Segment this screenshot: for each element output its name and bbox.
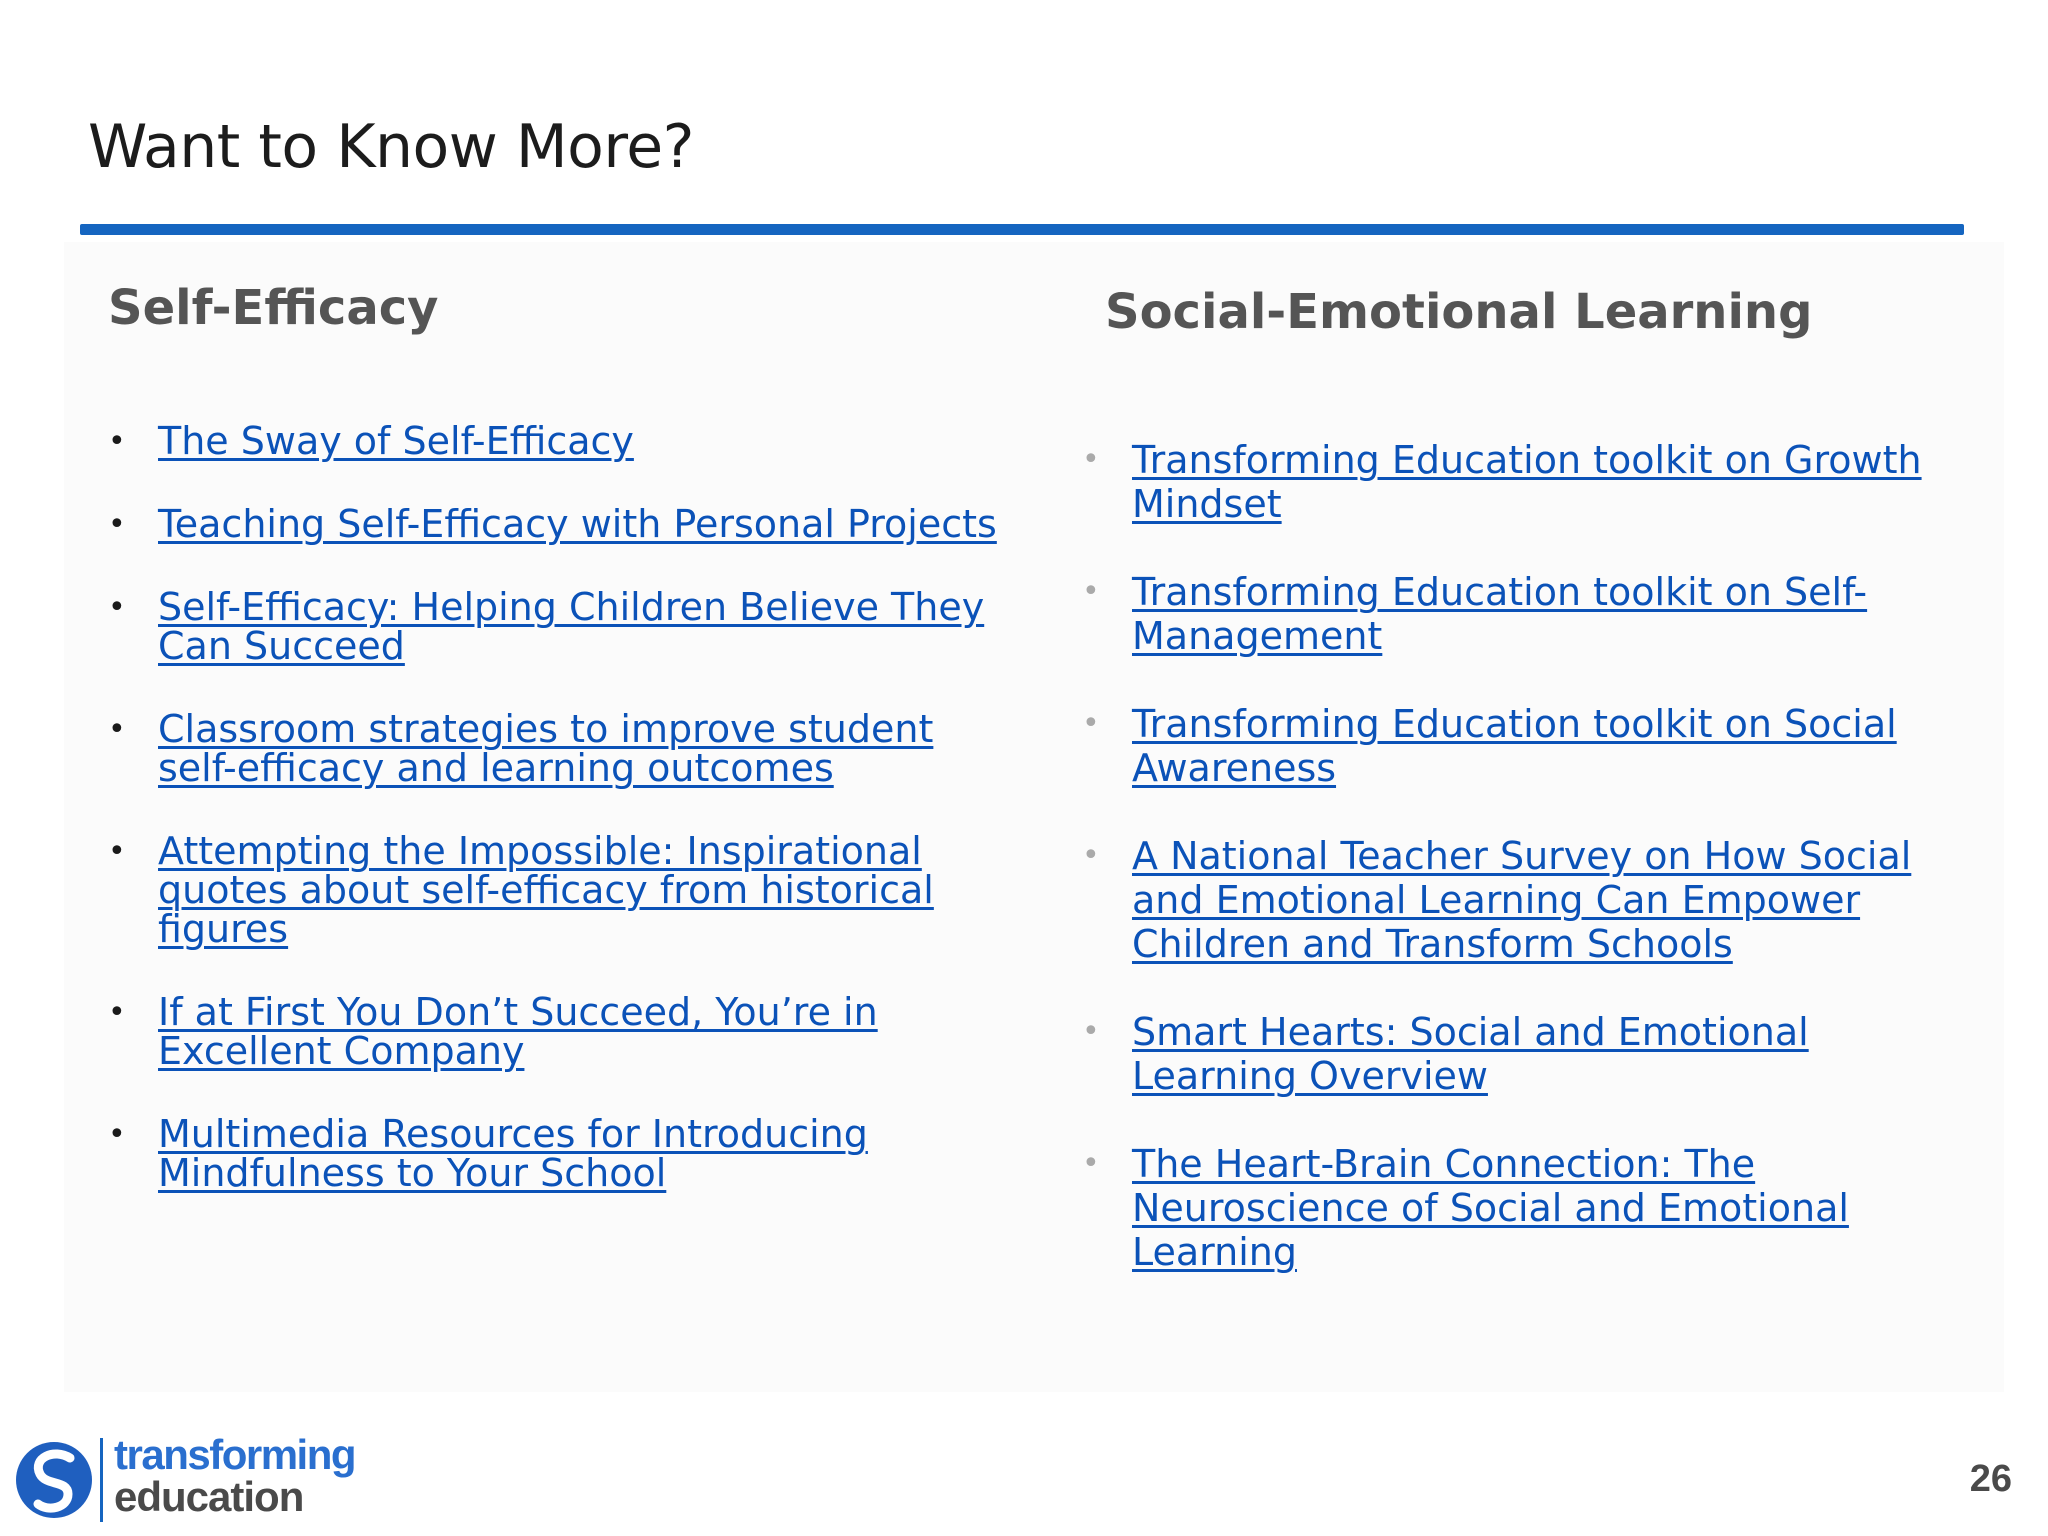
link-sway-of-self-efficacy[interactable]: The Sway of Self-Efficacy — [158, 419, 634, 463]
link-if-at-first[interactable]: If at First You Don’t Succeed, You’re in Excellent Company — [158, 990, 878, 1073]
link-teaching-self-efficacy[interactable]: Teaching Self-Efficacy with Personal Projects — [158, 502, 997, 546]
list-item — [108, 829, 1008, 951]
logo-line-education: education — [114, 1473, 304, 1520]
bullet-icon: • — [108, 507, 126, 542]
link-classroom-strategies[interactable]: Classroom strategies to improve student self-efficacy and learning outcomes — [158, 707, 934, 790]
bullet-icon: • — [108, 590, 126, 625]
bullet-icon: • — [1082, 442, 1100, 477]
logo-line-transforming: transforming — [114, 1431, 356, 1478]
list-item — [108, 990, 1008, 1073]
link-multimedia-resources[interactable]: Multimedia Resources for Introducing Mindfulness to Your School — [158, 1112, 868, 1195]
self-efficacy-link-list — [108, 419, 1008, 1237]
list-item — [108, 707, 1008, 790]
bullet-icon: • — [1082, 1146, 1100, 1181]
list-item — [1082, 570, 1942, 658]
bullet-icon: • — [108, 995, 126, 1030]
bullet-icon: • — [108, 834, 126, 869]
logo-mark-icon — [14, 1434, 94, 1526]
list-item — [108, 502, 1008, 546]
link-national-teacher-survey[interactable]: A National Teacher Survey on How Social and Emotional Learning Can Empower Children and Transform Schools — [1132, 834, 1912, 966]
bullet-icon: • — [1082, 706, 1100, 741]
bullet-icon: • — [1082, 1014, 1100, 1049]
list-item — [1082, 834, 1942, 966]
bullet-icon: • — [1082, 838, 1100, 873]
list-item — [108, 419, 1008, 463]
bullet-icon: • — [108, 1117, 126, 1152]
link-attempting-the-impossible[interactable]: Attempting the Impossible: Inspirational quotes about self-efficacy from historical figures — [158, 829, 934, 951]
page-number: 26 — [1969, 1458, 2012, 1500]
link-smart-hearts[interactable]: Smart Hearts: Social and Emotional Learning Overview — [1132, 1010, 1809, 1098]
sel-heading: Social-Emotional Learning — [1105, 284, 1813, 340]
link-toolkit-growth-mindset[interactable]: Transforming Education toolkit on Growth Mindset — [1132, 438, 1922, 526]
logo-divider — [100, 1438, 103, 1522]
list-item — [1082, 1010, 1942, 1098]
slide-title: Want to Know More? — [88, 112, 694, 182]
logo-wordmark — [114, 1431, 356, 1520]
list-item — [108, 585, 1008, 668]
link-toolkit-social-awareness[interactable]: Transforming Education toolkit on Social Awareness — [1132, 702, 1897, 790]
link-helping-children-believe[interactable]: Self-Efficacy: Helping Children Believe They Can Succeed — [158, 585, 985, 668]
link-heart-brain-connection[interactable]: The Heart-Brain Connection: The Neuroscience of Social and Emotional Learning — [1132, 1142, 1849, 1274]
bullet-icon: • — [108, 424, 126, 459]
link-toolkit-self-management[interactable]: Transforming Education toolkit on Self-Management — [1132, 570, 1868, 658]
list-item — [108, 1112, 1008, 1195]
self-efficacy-heading: Self-Efficacy — [108, 280, 439, 336]
list-item — [1082, 438, 1942, 526]
title-divider — [80, 224, 1964, 235]
list-item — [1082, 1142, 1942, 1274]
list-item — [1082, 702, 1942, 790]
transforming-education-logo — [14, 1431, 364, 1526]
bullet-icon: • — [108, 712, 126, 747]
sel-link-list — [1082, 438, 1942, 1318]
bullet-icon: • — [1082, 574, 1100, 609]
